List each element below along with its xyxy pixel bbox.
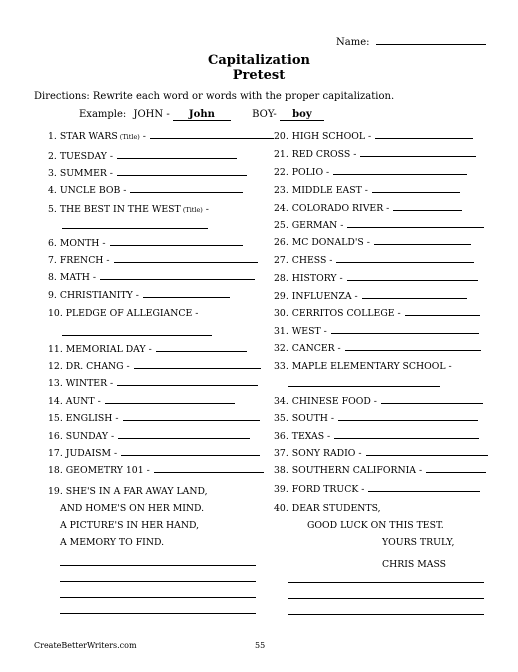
answer-blank-7[interactable] [114,262,258,263]
item-26-word: 26. MC DONALD'S - [274,237,370,248]
item-18-word: 18. GEOMETRY 101 - [48,465,150,476]
page-subtitle: Pretest [232,68,286,83]
item-14 [48,396,235,408]
answer-blank-24[interactable] [393,210,462,211]
item-40-line-4: CHRIS MASS [382,559,447,570]
item-20 [274,131,473,143]
answer-blank-27[interactable] [336,262,474,263]
item-27-word: 27. CHESS - [274,255,333,266]
item-19-line-2: AND HOME'S ON HER MIND. [60,503,205,514]
item-36-word: 36. TEXAS - [274,431,331,442]
answer-blank-22[interactable] [333,174,467,175]
item-30-word: 30. CERRITOS COLLEGE - [274,308,401,319]
item-37 [274,448,488,460]
item-19-line-4: A MEMORY TO FIND. [60,537,165,548]
name-label: Name: [336,37,370,48]
answer-blank-4[interactable] [130,192,243,193]
item-22 [274,167,467,179]
item-5 [48,204,209,216]
item-8 [48,272,255,284]
answer-blank-12[interactable] [134,368,261,369]
example [79,109,324,121]
example-answer-2: boy [280,109,324,121]
item-11 [48,344,247,356]
item-4 [48,185,243,197]
name-blank[interactable] [376,44,486,45]
item-7-word: 7. FRENCH - [48,255,110,266]
item-40-line-1: 40. DEAR STUDENTS, [274,503,381,514]
item-26 [274,237,471,249]
answer-blank-33[interactable] [288,386,440,387]
item-19-line-3: A PICTURE'S IN HER HAND, [60,520,200,531]
item-38-word: 38. SOUTHERN CALIFORNIA - [274,465,423,476]
item-15-word: 15. ENGLISH - [48,413,119,424]
answer-blank-26[interactable] [374,244,471,245]
answer-blank-36[interactable] [334,438,479,439]
item-4-word: 4. UNCLE BOB - [48,185,127,196]
item-25 [274,220,484,232]
item-15 [48,413,260,425]
item-24-word: 24. COLORADO RIVER - [274,203,390,214]
item-40-line-3: YOURS TRULY, [382,537,455,548]
answer-blank-18[interactable] [154,472,264,473]
item-33 [274,361,452,373]
item-1-dash: - [139,131,146,142]
item-30 [274,308,480,320]
item-19-line-1: 19. SHE'S IN A FAR AWAY LAND, [48,486,208,497]
example-word-1: JOHN - [133,109,170,120]
item-8-word: 8. MATH - [48,272,96,283]
item-16-word: 16. SUNDAY - [48,431,115,442]
answer-blank-29[interactable] [362,298,467,299]
item-10-word: 10. PLEDGE OF ALLEGIANCE - [48,308,199,319]
answer-blank-3[interactable] [117,175,247,176]
item-2 [48,151,237,163]
answer-blank-10[interactable] [62,335,212,336]
item-18 [48,465,264,477]
item-31-word: 31. WEST - [274,326,327,337]
item-32-word: 32. CANCER - [274,343,341,354]
answer-blank-5[interactable] [62,228,208,229]
answer-blank-23[interactable] [372,192,460,193]
answer-blank-25[interactable] [347,227,484,228]
item-17 [48,448,260,460]
item-1-word: 1. STAR WARS [48,131,118,142]
item-5-word: 5. THE BEST IN THE WEST [48,204,181,215]
answer-blank-40-c[interactable] [288,614,484,615]
item-9 [48,290,230,302]
answer-blank-19-c[interactable] [60,597,256,598]
item-20-word: 20. HIGH SCHOOL - [274,131,372,142]
item-13 [48,378,258,390]
answer-blank-35[interactable] [338,420,478,421]
item-12-word: 12. DR. CHANG - [48,361,130,372]
item-39 [274,484,480,496]
item-10 [48,308,198,320]
answer-blank-8[interactable] [100,279,255,280]
item-23 [274,185,460,197]
item-27 [274,255,474,267]
answer-blank-39[interactable] [368,491,480,492]
answer-blank-19-a[interactable] [60,565,256,566]
item-1 [48,131,274,143]
answer-blank-38[interactable] [426,472,486,473]
answer-blank-16[interactable] [118,438,250,439]
answer-blank-15[interactable] [123,420,260,421]
answer-blank-40-a[interactable] [288,582,484,583]
item-40-line-2: GOOD LUCK ON THIS TEST. [307,520,444,531]
item-32 [274,343,481,355]
answer-blank-31[interactable] [331,333,479,334]
item-35 [274,413,478,425]
item-6 [48,238,243,250]
answer-blank-32[interactable] [345,350,481,351]
item-3 [48,168,247,180]
item-21-word: 21. RED CROSS - [274,149,357,160]
item-16 [48,431,250,443]
directions: Directions: Rewrite each word or words with the proper capitalization. [34,91,395,102]
item-28 [274,273,478,285]
item-5-note: (Title) [180,206,203,214]
footer-page-number: 55 [255,641,266,650]
item-33-word: 33. MAPLE ELEMENTARY SCHOOL - [274,361,452,372]
item-37-word: 37. SONY RADIO - [274,448,362,459]
item-28-word: 28. HISTORY - [274,273,343,284]
answer-blank-40-b[interactable] [288,598,484,599]
example-answer-1: John [173,109,231,121]
example-word-2: BOY- [252,109,277,120]
item-29-word: 29. INFLUENZA - [274,291,358,302]
item-34-word: 34. CHINESE FOOD - [274,396,377,407]
item-12 [48,361,261,373]
answer-blank-13[interactable] [117,385,258,386]
name-field [336,37,486,48]
item-25-word: 25. GERMAN - [274,220,344,231]
item-11-word: 11. MEMORIAL DAY - [48,344,152,355]
item-13-word: 13. WINTER - [48,378,114,389]
item-5-dash: - [202,204,209,215]
item-24 [274,203,462,215]
answer-blank-30[interactable] [405,315,480,316]
answer-blank-19-b[interactable] [60,581,256,582]
item-6-word: 6. MONTH - [48,238,106,249]
answer-blank-1[interactable] [150,138,274,139]
item-2-word: 2. TUESDAY - [48,151,114,162]
answer-blank-34[interactable] [381,403,483,404]
item-23-word: 23. MIDDLE EAST - [274,185,368,196]
item-22-word: 22. POLIO - [274,167,330,178]
item-29 [274,291,467,303]
answer-blank-2[interactable] [117,158,237,159]
item-31 [274,326,479,338]
page-title: Capitalization [208,53,310,68]
item-39-word: 39. FORD TRUCK - [274,484,365,495]
item-7 [48,255,258,267]
item-14-word: 14. AUNT - [48,396,101,407]
item-36 [274,431,479,443]
answer-blank-19-d[interactable] [60,613,256,614]
answer-blank-14[interactable] [105,403,235,404]
answer-blank-11[interactable] [156,351,247,352]
item-35-word: 35. SOUTH - [274,413,334,424]
item-1-note: (Title) [117,133,140,141]
answer-blank-37[interactable] [366,455,488,456]
item-9-word: 9. CHRISTIANITY - [48,290,139,301]
item-38 [274,465,486,477]
answer-blank-17[interactable] [121,455,260,456]
answer-blank-9[interactable] [143,297,230,298]
answer-blank-6[interactable] [110,245,243,246]
item-17-word: 17. JUDAISM - [48,448,118,459]
item-21 [274,149,476,161]
footer-site: CreateBetterWriters.com [34,641,137,650]
answer-blank-28[interactable] [347,280,478,281]
answer-blank-21[interactable] [360,156,476,157]
item-34 [274,396,483,408]
item-3-word: 3. SUMMER - [48,168,113,179]
answer-blank-20[interactable] [375,138,473,139]
example-label: Example: [79,109,127,120]
